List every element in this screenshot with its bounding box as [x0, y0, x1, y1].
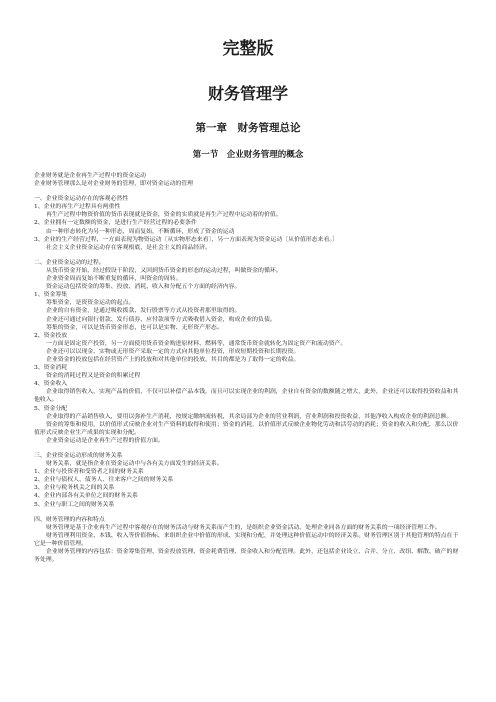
paragraph: 企业财务管理的内容包括：资金筹集管理、资金投放管理、资金耗费管理、资金收入和分配管理。此外，还包括企业设立、合并、分立、改组、解散、破产的财务处理。	[34, 549, 459, 564]
paragraph: 企业资金的投放包括在经营资产上的投放和对其他单位的投放，其目的都是为了取得一定的收益。	[46, 356, 300, 363]
paragraph: 企业还可通过向银行借款、发行债券、应付款项等方式吸收借入资金，构成企业的负债。	[46, 316, 276, 323]
paragraph: 企业取得的产品销售收入，要用以弥补生产消耗，按规定缴纳流转税，其余局部为企业的营业利润，营业利润和投资收益、其他净收入构成企业的利润总额。	[46, 413, 453, 420]
list-item: 1、企业的再生产过程具有两重性	[34, 204, 121, 211]
paragraph: 从货币资金开始，经过假设干阶段，又回到货币资金的形态的运动过程，叫做资金的循环。	[46, 267, 282, 274]
section-heading: 四、财务管理的内容和特点	[34, 516, 105, 523]
list-item: 2、企业拥有一定数额的资金，是进行生产经营过程的必要条件	[34, 220, 197, 227]
paragraph: 一方面是固定资产投资，另一方面使用货币资金购进原材料、燃料等，通常货币资金就转化为固定资产和流动资产。	[46, 340, 347, 347]
list-item: 1、资金筹集	[34, 292, 68, 299]
book-title: 财务管理学	[207, 84, 288, 103]
intro-line: 企业财务就是企业再生产过程中的资金运动	[34, 173, 146, 179]
section-title: 第一节 企业财务管理的概念	[192, 150, 304, 160]
list-item: 5、企业与职工之间的财务关系	[34, 501, 115, 508]
paragraph: 企业资金运动是企业再生产过程的价值方面。	[46, 437, 164, 444]
paragraph: 再生产过程中物资价值的货币表现就是资金，资金的实质就是再生产过程中运动着的价值。	[46, 212, 282, 219]
list-item: 3、企业的生产经营过程，一方面表现为物资运动〔从实物形态来看〕，另一方面表现为资金运动〔从价值形态来看。〕	[34, 236, 339, 243]
paragraph: 企业的自有资金，是通过吸收拨款、发行股票等方式从投资者那里取得的。	[46, 308, 241, 315]
paragraph: 筹集的资金，可以是货币资金形态，也可以是实物、无形资产形态。	[46, 324, 223, 331]
list-item: 4、资金收入	[34, 381, 68, 388]
list-item: 2、资金投放	[34, 332, 68, 339]
section-heading: 三、企业资金运动形成的财务关系	[34, 453, 123, 459]
section-heading: 二、企业资金运动的过程。	[34, 259, 105, 266]
list-item: 5、资金分配	[34, 405, 68, 412]
paragraph: 财务关系，就是指企业在资金运动中与各有关方面发生的经济关系。	[46, 461, 223, 468]
list-item: 2、企业与债权人、债务人、往来客户之间的财务关系	[34, 477, 174, 484]
body-text	[34, 172, 462, 564]
chapter-title: 第一章 财务管理总论	[195, 122, 301, 134]
paragraph: 资金的消耗过程又是资金的积累过程	[46, 373, 141, 380]
paragraph: 企业取得销售收入，实现产品的价值，不仅可以补偿产品本钱，而且可以实现企业的利润，企业自有资金的数额随之增大，此外，企业还可以取得投资收益和其他收入。	[34, 389, 459, 404]
list-item: 4、企业内部各有关单位之间的财务关系	[34, 493, 138, 500]
paragraph: 资金运动包括资金的筹集、投放、消耗、收入和分配五个方面的经济内容。	[46, 284, 241, 291]
section-heading: 一、企业资金运动存在的客观必然性	[34, 196, 129, 203]
list-item: 1、企业与投资者和受资者之间的财务关系	[34, 469, 144, 476]
complete-edition-badge: 完整版	[222, 39, 274, 59]
paragraph: 筹集资金，是资资金运动的起点。	[46, 300, 135, 307]
paragraph: 财务管理利用资金、本钱、收入等价值指标，来组织企业中价值的形成、实现和分配，并处理这种价值运动中的经济关系。财务管理区别于其他管理的特点在于它是一种价值管理。	[34, 532, 459, 547]
paragraph: 社会主义企业资金运动存在客观根底，是社会主义的商品经济。	[46, 244, 211, 251]
paragraph: 企业还可以以现金、实物或无形资产采取一定的方式向其他单位投资，形成短期投资和长期投资。	[46, 348, 300, 355]
paragraph: 资金的筹集和使用，以价值形式反映企业对生产资料的取得和使用；资金的消耗，以价值形式反映企业物化劳动和活劳动的消耗；资金的收入和分配，那么以价值形式反映企业生产成果的实现和分配。	[34, 421, 459, 436]
paragraph: 财务管理是基于企业再生产过程中客观存在的财务活动与财务关系而产生的，是组织企业资金活动、处理企业同各方面的财务关系的一项经济管理工作。	[46, 524, 441, 531]
list-item: 3、企业与税务机关之间的关系	[34, 485, 115, 492]
paragraph: 由一种形态转化为另一种形态，周而复始，不断循环，形成了资金的运动	[46, 228, 235, 235]
paragraph: 企业资金周而复始不断重复的循环，叫资金的周转。	[46, 276, 182, 283]
intro-line: 企业财务管理那么是对企业财务的管理，即对资金运动的管理	[34, 181, 194, 188]
list-item: 3、资金消耗	[34, 365, 68, 372]
